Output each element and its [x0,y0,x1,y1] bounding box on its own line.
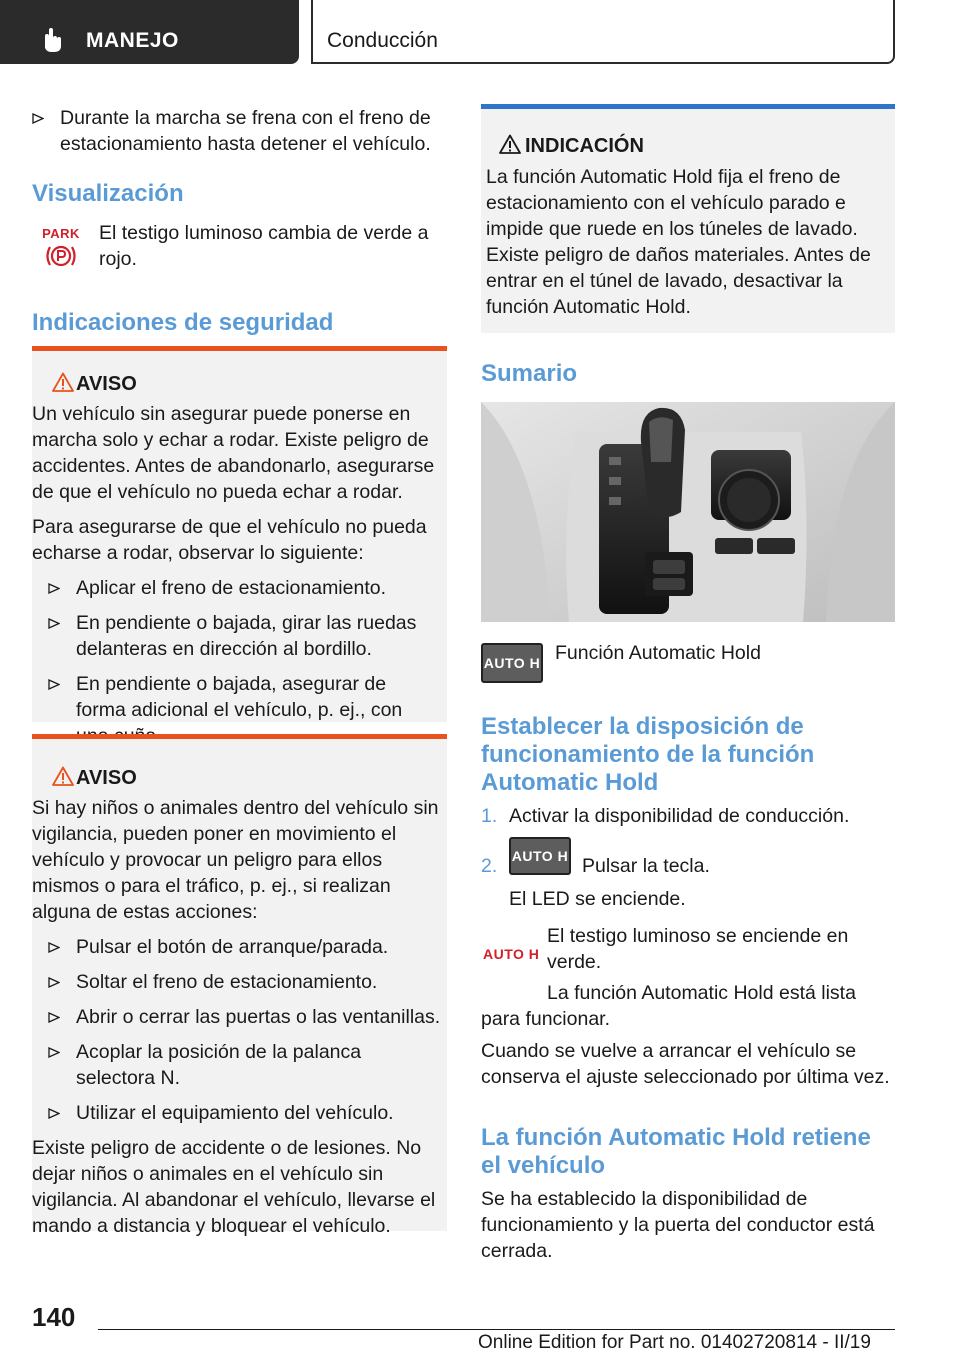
park-indicator [40,226,82,272]
bullet-triangle-icon [48,942,60,953]
warning-triangle-icon [52,372,74,392]
info-text: La función Automatic Hold fija el freno de estacionamiento con el vehículo parado e impide que ruede en los túneles de lavado. Existe peligro de daños materiales. Antes de entrar en el túnel de lavado, desactivar la función Automatic Hold. [486,166,871,318]
warning1-paragraph-2: Para asegurarse de que el vehículo no pueda echarse a rodar, observar lo siguiente: [32,516,427,564]
sumario-caption: Función Automatic Hold [555,642,761,664]
chapter-tab [311,0,895,64]
intro-bullet: Durante la marcha se frena con el freno de estacionamiento hasta detener el vehículo. [32,105,442,157]
indicator-text: El testigo luminoso se enciende en verde. [547,925,849,973]
step-2 [481,837,895,877]
list-item: En pendiente o bajada, asegurar de forma adicional el vehículo, p. ej., con [48,671,437,749]
warning2-paragraph-2: Existe peligro de accidente o de lesiones. No dejar niños o animales en el vehículo sin vigilancia. Al abandonar el vehículo, llevarse el mando a distancia y bloquear el vehículo. [32,1137,436,1237]
list-item: En pendiente o bajada, girar las ruedas delanteras en dirección al bordillo. [48,610,437,662]
seguridad-heading: Indicaciones de seguridad [32,309,334,336]
bullet-triangle-icon [48,583,60,594]
center-console-photo [481,402,895,622]
list-item: Acoplar la posición de la palanca selectora N. [48,1039,408,1091]
ready-text: La función Automatic Hold está lista para funcionar. [481,982,856,1030]
auto-hold-button-icon: AUTO H [509,837,571,875]
establecer-heading: Establecer la disposición de funcionamiento de la función Automatic Hold [481,713,815,796]
auto-hold-indicator: AUTO H [483,946,540,962]
hand-pointer-icon [40,27,66,53]
warning-title: AVISO [32,765,435,791]
list-item: Utilizar el equipamiento del vehículo. [48,1100,443,1126]
bullet-triangle-icon [48,1047,60,1058]
retiene-text: Se ha establecido la disponibilidad de funcionamiento y la puerta del conductor está cerrada. [481,1188,875,1262]
retiene-heading: La función Automatic Hold retiene el vehículo [481,1124,871,1179]
warning-title: AVISO [32,371,435,397]
section-title: MANEJO [86,29,179,52]
footer-rule [98,1329,895,1330]
chapter-title: Conducción [327,29,438,52]
bullet-triangle-icon [32,113,44,124]
edition-text: Online Edition for Part no. 01402720814 - II/19 [478,1332,871,1353]
warning-box-2 [32,734,447,1237]
parking-brake-icon [43,242,79,270]
visualizacion-heading: Visualización [32,180,184,207]
warning-triangle-icon [52,766,74,786]
warning-box-1 [32,346,447,722]
warning1-paragraph: Un vehículo sin asegurar puede ponerse en marcha solo y echar a rodar. Existe peligro de accidentes. Antes de abandonarlo, asegurarse de que el vehículo no pueda echar a rodar. [32,403,435,503]
list-item: Soltar el freno de estacionamiento. [48,969,443,995]
bullet-triangle-icon [48,1012,60,1023]
list-item: Pulsar el botón de arranque/parada. [48,934,443,960]
step-number: 1. [481,805,498,827]
step-text: Activar la disponibilidad de conducción. [509,805,850,827]
restart-text: Cuando se vuelve a arrancar el vehículo se conserva el ajuste seleccionado por última vez. [481,1040,890,1088]
auto-hold-button-icon: AUTO H [481,643,543,683]
section-tab [0,0,299,64]
page-number: 140 [32,1302,76,1332]
park-indicator-label: PARK [42,226,80,241]
bullet-triangle-icon [48,618,60,629]
bullet-triangle-icon [48,1108,60,1119]
bullet-triangle-icon [48,977,60,988]
step-text: Pulsar la tecla. [582,855,710,877]
info-box [481,104,895,333]
sumario-heading: Sumario [481,360,578,387]
console-illustration [481,402,895,622]
led-text: El LED se enciende. [509,888,686,910]
warning-triangle-icon [499,134,521,154]
list-item: Abrir o cerrar las puertas o las ventanillas. [48,1004,443,1030]
info-title: INDICACIÓN [486,133,887,159]
visualizacion-text: El testigo luminoso cambia de verde a rojo. [99,222,429,270]
list-item: Aplicar el freno de estacionamiento. [48,575,437,601]
bullet-triangle-icon [48,679,60,690]
step-number: 2. [481,855,498,877]
warning2-paragraph: Si hay niños o animales dentro del vehículo sin vigilancia, pueden poner en movimiento el vehículo y provocar un peligro para ellos mismos o para el tráfico, p. ej., si realizan alguna de estas acciones: [32,797,439,923]
